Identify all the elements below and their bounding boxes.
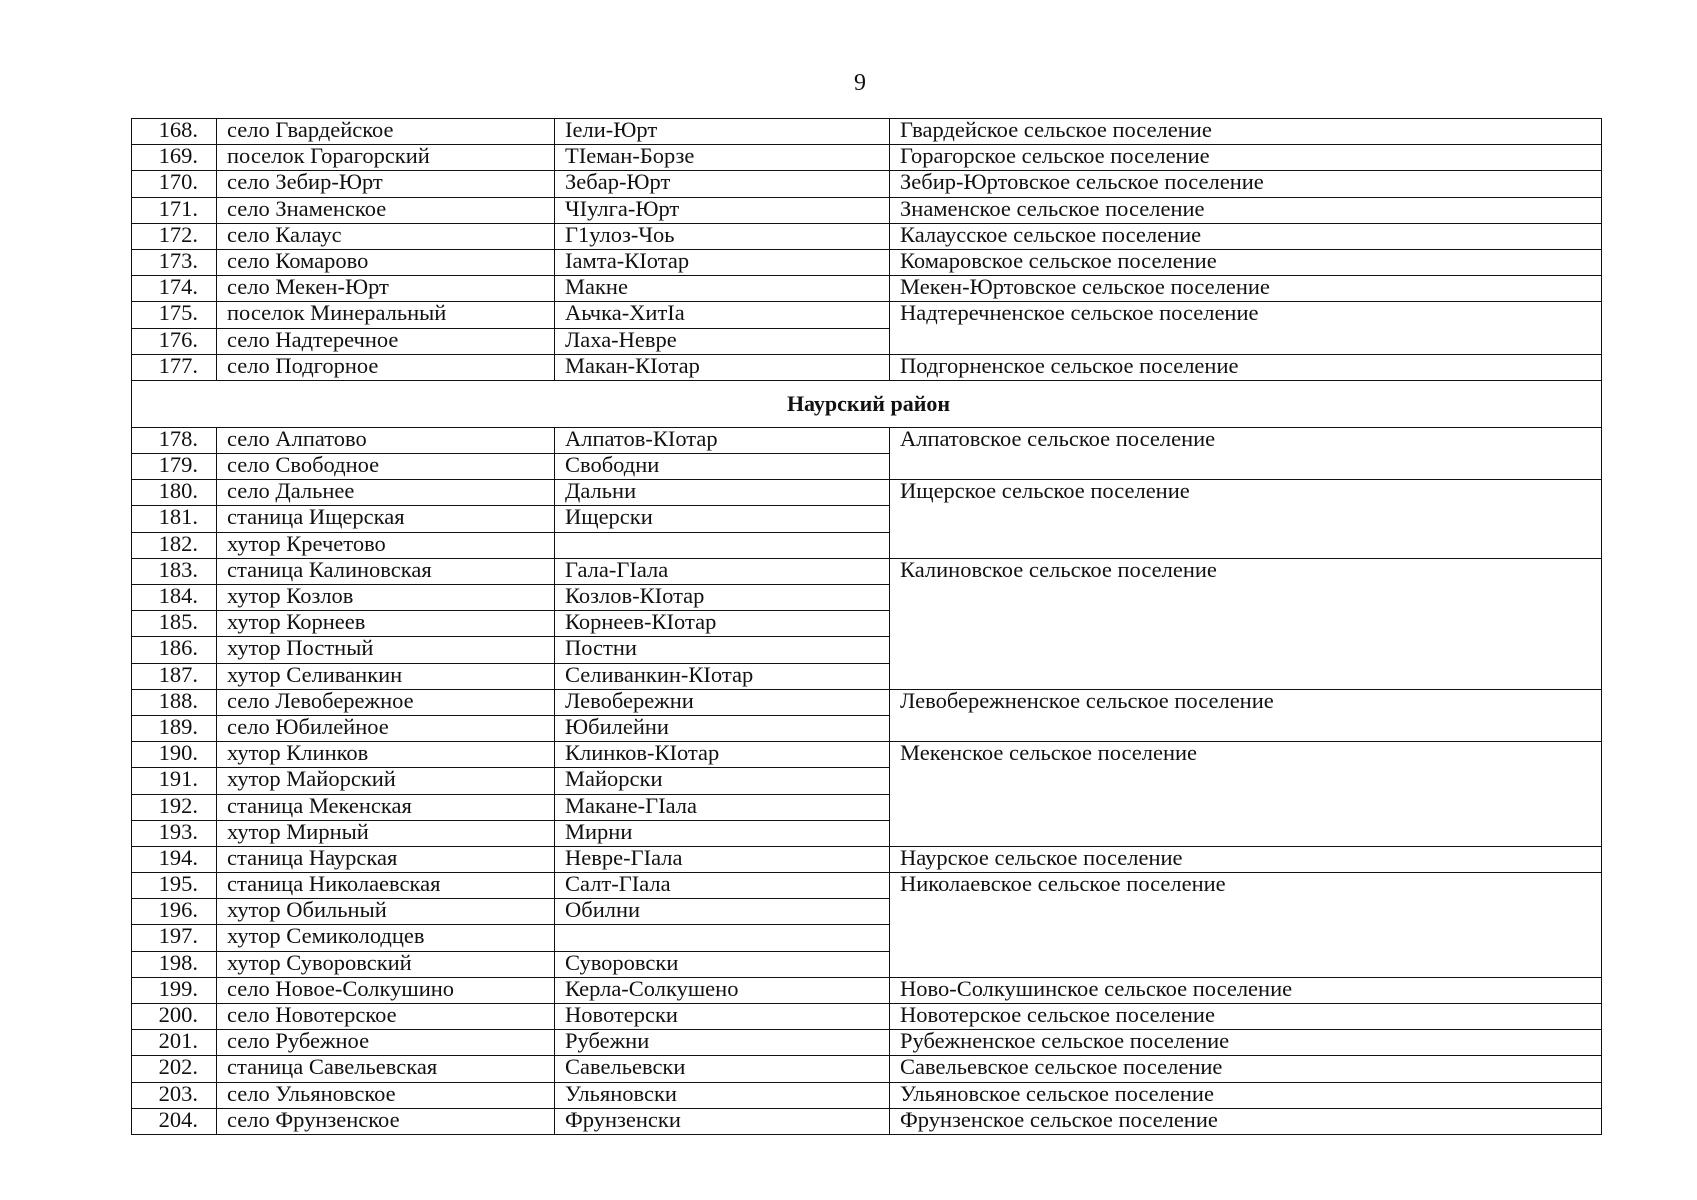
- chechen-name: Мирни: [555, 820, 890, 846]
- chechen-name: Свободни: [555, 454, 890, 480]
- settlement-name: станица Наурская: [217, 846, 555, 872]
- row-number: 169.: [132, 145, 217, 171]
- row-number: 197.: [132, 925, 217, 951]
- settlement-name: село Ульяновское: [217, 1082, 555, 1108]
- row-number: 190.: [132, 742, 217, 768]
- municipality-name: Новотерское сельское поселение: [890, 1004, 1602, 1030]
- row-number: 171.: [132, 197, 217, 223]
- table-row: [132, 197, 1602, 223]
- municipality-name: Горагорское сельское поселение: [890, 145, 1602, 171]
- table-section-bottom: [132, 427, 1602, 1134]
- settlement-name: хутор Кречетово: [217, 532, 555, 558]
- settlement-name: село Надтеречное: [217, 328, 555, 354]
- row-number: 194.: [132, 846, 217, 872]
- row-number: 204.: [132, 1108, 217, 1134]
- municipality-name: Николаевское сельское поселение: [890, 873, 1602, 978]
- settlement-name: село Комарово: [217, 249, 555, 275]
- municipality-name: Савельевское сельское поселение: [890, 1056, 1602, 1082]
- row-number: 178.: [132, 427, 217, 453]
- row-number: 175.: [132, 302, 217, 328]
- table-row: [132, 145, 1602, 171]
- table-row: [132, 354, 1602, 380]
- settlement-name: село Новое-Солкушино: [217, 977, 555, 1003]
- chechen-name: [555, 925, 890, 951]
- municipality-name: Ульяновское сельское поселение: [890, 1082, 1602, 1108]
- table-row: [132, 1082, 1602, 1108]
- section-title: Наурский район: [132, 380, 1602, 427]
- table-row: [132, 249, 1602, 275]
- chechen-name: Салт-ГIала: [555, 873, 890, 899]
- municipality-name: Знаменское сельское поселение: [890, 197, 1602, 223]
- settlement-name: село Гвардейское: [217, 119, 555, 145]
- chechen-name: Макне: [555, 276, 890, 302]
- page-number: 9: [854, 70, 866, 96]
- chechen-name: Iели-Юрт: [555, 119, 890, 145]
- chechen-name: Невре-ГIала: [555, 846, 890, 872]
- table-row: [132, 427, 1602, 453]
- settlement-name: село Левобережное: [217, 689, 555, 715]
- chechen-name: Лаха-Невре: [555, 328, 890, 354]
- municipality-name: Мекен-Юртовское сельское поселение: [890, 276, 1602, 302]
- row-number: 187.: [132, 663, 217, 689]
- table-section-header: [132, 380, 1602, 427]
- settlement-name: село Знаменское: [217, 197, 555, 223]
- row-number: 198.: [132, 951, 217, 977]
- chechen-name: Савельевски: [555, 1056, 890, 1082]
- chechen-name: Ульяновски: [555, 1082, 890, 1108]
- settlement-name: хутор Суворовский: [217, 951, 555, 977]
- settlement-name: хутор Селиванкин: [217, 663, 555, 689]
- chechen-name: Ищерски: [555, 506, 890, 532]
- settlement-name: хутор Корнеев: [217, 611, 555, 637]
- table-row: [132, 302, 1602, 328]
- row-number: 185.: [132, 611, 217, 637]
- table-row: [132, 977, 1602, 1003]
- municipality-name: Ново-Солкушинское сельское поселение: [890, 977, 1602, 1003]
- row-number: 184.: [132, 585, 217, 611]
- settlement-name: село Мекен-Юрт: [217, 276, 555, 302]
- settlement-name: село Рубежное: [217, 1030, 555, 1056]
- chechen-name: [555, 532, 890, 558]
- chechen-name: Юбилейни: [555, 715, 890, 741]
- settlement-name: станица Мекенская: [217, 794, 555, 820]
- row-number: 193.: [132, 820, 217, 846]
- row-number: 170.: [132, 171, 217, 197]
- table-row: [132, 1056, 1602, 1082]
- settlement-name: станица Николаевская: [217, 873, 555, 899]
- chechen-name: Iамта-КIотар: [555, 249, 890, 275]
- row-number: 173.: [132, 249, 217, 275]
- municipality-name: Зебир-Юртовское сельское поселение: [890, 171, 1602, 197]
- chechen-name: ТIеман-Борзе: [555, 145, 890, 171]
- settlement-name: хутор Козлов: [217, 585, 555, 611]
- row-number: 200.: [132, 1004, 217, 1030]
- row-number: 201.: [132, 1030, 217, 1056]
- table-section-top: [132, 119, 1602, 381]
- municipality-name: Наурское сельское поселение: [890, 846, 1602, 872]
- municipality-name: Левобережненское сельское поселение: [890, 689, 1602, 741]
- table-row: [132, 480, 1602, 506]
- municipality-name: Фрунзенское сельское поселение: [890, 1108, 1602, 1134]
- row-number: 203.: [132, 1082, 217, 1108]
- section-header-row: [132, 380, 1602, 427]
- settlement-name: станица Калиновская: [217, 558, 555, 584]
- row-number: 199.: [132, 977, 217, 1003]
- table-row: [132, 119, 1602, 145]
- row-number: 188.: [132, 689, 217, 715]
- row-number: 183.: [132, 558, 217, 584]
- settlement-name: хутор Мирный: [217, 820, 555, 846]
- settlement-name: станица Ищерская: [217, 506, 555, 532]
- settlement-name: село Новотерское: [217, 1004, 555, 1030]
- chechen-name: Селиванкин-КIотар: [555, 663, 890, 689]
- chechen-name: Дальни: [555, 480, 890, 506]
- settlement-name: село Калаус: [217, 223, 555, 249]
- chechen-name: Макане-ГIала: [555, 794, 890, 820]
- table-row: [132, 1108, 1602, 1134]
- chechen-name: Зебар-Юрт: [555, 171, 890, 197]
- municipality-name: Калиновское сельское поселение: [890, 558, 1602, 689]
- row-number: 180.: [132, 480, 217, 506]
- municipality-name: Подгорненское сельское поселение: [890, 354, 1602, 380]
- table-row: [132, 689, 1602, 715]
- chechen-name: Фрунзенски: [555, 1108, 890, 1134]
- municipality-name: Рубежненское сельское поселение: [890, 1030, 1602, 1056]
- chechen-name: Майорски: [555, 768, 890, 794]
- municipality-name: Ищерское сельское поселение: [890, 480, 1602, 559]
- table-row: [132, 276, 1602, 302]
- settlement-name: село Подгорное: [217, 354, 555, 380]
- table-row: [132, 846, 1602, 872]
- table-row: [132, 1030, 1602, 1056]
- settlement-name: село Алпатово: [217, 427, 555, 453]
- municipality-name: Калаусское сельское поселение: [890, 223, 1602, 249]
- settlement-name: поселок Горагорский: [217, 145, 555, 171]
- table-row: [132, 558, 1602, 584]
- row-number: 179.: [132, 454, 217, 480]
- chechen-name: Левобережни: [555, 689, 890, 715]
- settlement-name: село Дальнее: [217, 480, 555, 506]
- settlement-name: село Фрунзенское: [217, 1108, 555, 1134]
- chechen-name: Обилни: [555, 899, 890, 925]
- table-row: [132, 1004, 1602, 1030]
- settlement-name: хутор Семиколодцев: [217, 925, 555, 951]
- chechen-name: Алпатов-КIотар: [555, 427, 890, 453]
- row-number: 192.: [132, 794, 217, 820]
- row-number: 186.: [132, 637, 217, 663]
- settlement-name: хутор Постный: [217, 637, 555, 663]
- chechen-name: Новотерски: [555, 1004, 890, 1030]
- row-number: 189.: [132, 715, 217, 741]
- municipality-name: Комаровское сельское поселение: [890, 249, 1602, 275]
- chechen-name: Постни: [555, 637, 890, 663]
- row-number: 191.: [132, 768, 217, 794]
- settlement-name: хутор Обильный: [217, 899, 555, 925]
- chechen-name: Суворовски: [555, 951, 890, 977]
- chechen-name: Макан-КIотар: [555, 354, 890, 380]
- municipality-name: Надтеречненское сельское поселение: [890, 302, 1602, 354]
- settlement-name: село Зебир-Юрт: [217, 171, 555, 197]
- chechen-name: Аьчка-ХитIа: [555, 302, 890, 328]
- row-number: 177.: [132, 354, 217, 380]
- chechen-name: Рубежни: [555, 1030, 890, 1056]
- settlement-name: село Свободное: [217, 454, 555, 480]
- chechen-name: Гала-ГIала: [555, 558, 890, 584]
- chechen-name: Г1улоз-Чоь: [555, 223, 890, 249]
- table-row: [132, 873, 1602, 899]
- row-number: 195.: [132, 873, 217, 899]
- settlement-name: станица Савельевская: [217, 1056, 555, 1082]
- row-number: 182.: [132, 532, 217, 558]
- chechen-name: Корнеев-КIотар: [555, 611, 890, 637]
- settlement-name: поселок Минеральный: [217, 302, 555, 328]
- row-number: 172.: [132, 223, 217, 249]
- municipality-name: Мекенское сельское поселение: [890, 742, 1602, 847]
- chechen-name: Клинков-КIотар: [555, 742, 890, 768]
- chechen-name: Козлов-КIотар: [555, 585, 890, 611]
- table-row: [132, 742, 1602, 768]
- table-row: [132, 223, 1602, 249]
- municipality-name: Алпатовское сельское поселение: [890, 427, 1602, 479]
- row-number: 174.: [132, 276, 217, 302]
- row-number: 196.: [132, 899, 217, 925]
- row-number: 176.: [132, 328, 217, 354]
- row-number: 202.: [132, 1056, 217, 1082]
- settlement-name: хутор Клинков: [217, 742, 555, 768]
- settlement-name: село Юбилейное: [217, 715, 555, 741]
- settlement-name: хутор Майорский: [217, 768, 555, 794]
- row-number: 181.: [132, 506, 217, 532]
- chechen-name: Керла-Солкушено: [555, 977, 890, 1003]
- table-row: [132, 171, 1602, 197]
- settlements-table: [131, 118, 1602, 1135]
- municipality-name: Гвардейское сельское поселение: [890, 119, 1602, 145]
- row-number: 168.: [132, 119, 217, 145]
- chechen-name: ЧIулга-Юрт: [555, 197, 890, 223]
